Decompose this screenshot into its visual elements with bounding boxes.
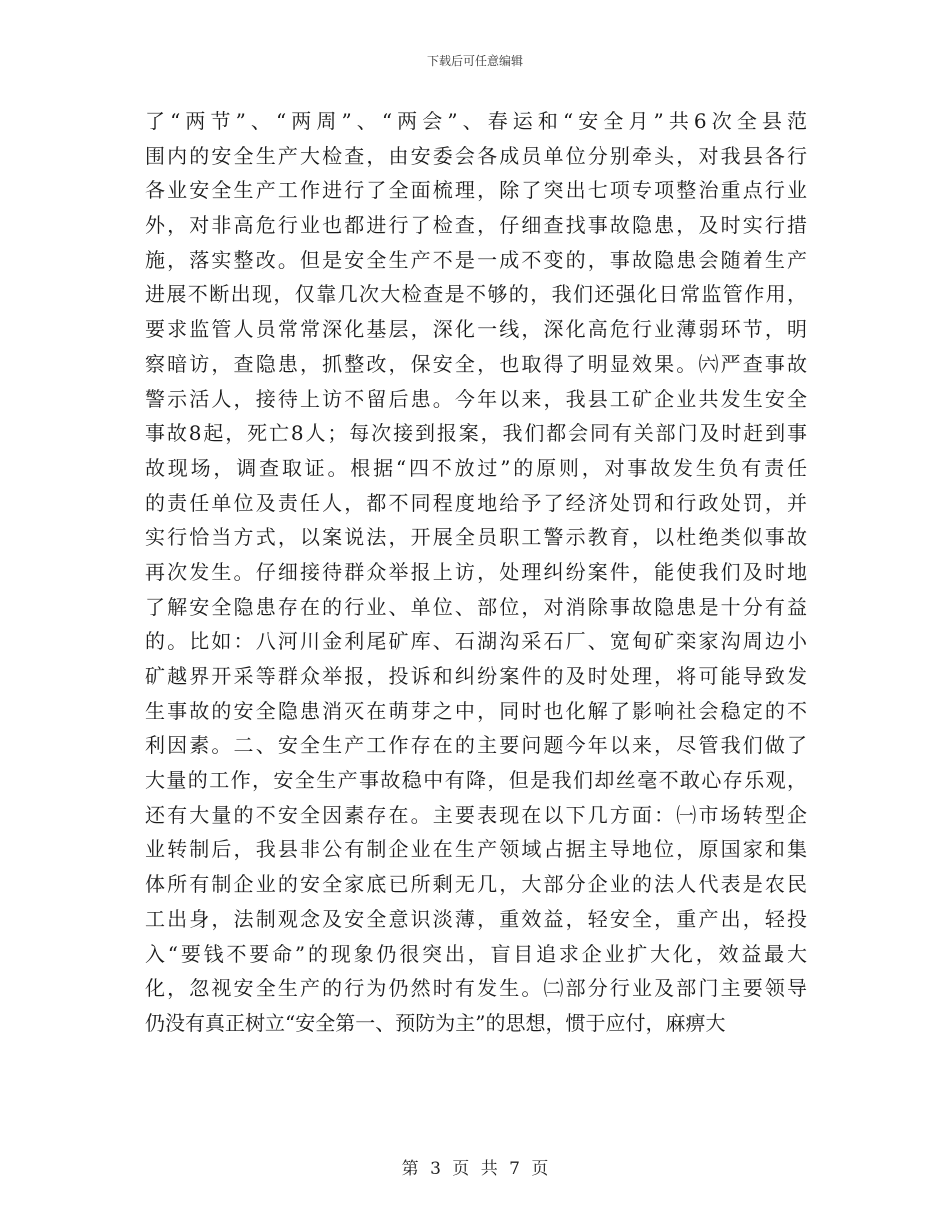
text-line: 化，忽视安全生产的行为仍然时有发生。㈡部分行业及部门主要领导 (145, 976, 807, 1001)
text-line: 各业安全生产工作进行了全面梳理，除了突出七项专项整治重点行业 (145, 178, 807, 203)
text-line: 施，落实整改。但是安全生产不是一成不变的，事故隐患会随着生产 (145, 247, 807, 272)
text-line: 仍没有真正树立“安全第一、预防为主”的思想，惯于应付，麻痹大 (145, 1010, 726, 1035)
document-body (145, 104, 807, 1041)
text-line: 大量的工作，安全生产事故稳中有降，但是我们却丝毫不敢心存乐观， (145, 768, 807, 793)
text-line: 事故8起，死亡8人；每次接到报案，我们都会同有关部门及时赶到事 (145, 421, 807, 446)
text-line: 的。比如：八河川金利尾矿库、石湖沟采石厂、宽甸矿栾家沟周边小 (145, 629, 807, 654)
text-line: 察暗访，查隐患，抓整改，保安全，也取得了明显效果。㈥严查事故 (145, 351, 807, 376)
text-line: 要求监管人员常常深化基层，深化一线，深化高危行业薄弱环节，明 (145, 317, 807, 342)
text-line: 矿越界开采等群众举报，投诉和纠纷案件的及时处理，将可能导致发 (145, 664, 807, 688)
text-line: 进展不断出现，仅靠几次大检查是不够的，我们还强化日常监管作用， (145, 282, 807, 307)
text-line: 了“两节”、“两周”、“两会”、春运和“安全月”共6次全县范 (145, 109, 807, 133)
text-line: 围内的安全生产大检查，由安委会各成员单位分别牵头，对我县各行 (145, 143, 807, 168)
text-line: 外，对非高危行业也都进行了检查，仔细查找事故隐患，及时实行措 (145, 213, 807, 238)
header-note: 下载后可任意编辑 (426, 54, 523, 68)
text-line: 了解安全隐患存在的行业、单位、部位，对消除事故隐患是十分有益 (145, 594, 807, 619)
text-line: 故现场，调查取证。根据“四不放过”的原则，对事故发生负有责任 (145, 455, 807, 480)
text-line: 利因素。二、安全生产工作存在的主要问题今年以来，尽管我们做了 (145, 733, 807, 758)
text-line: 入“要钱不要命”的现象仍很突出，盲目追求企业扩大化，效益最大 (145, 941, 807, 966)
text-line: 业转制后，我县非公有制企业在生产领域占据主导地位，原国家和集 (145, 837, 807, 862)
text-line: 实行恰当方式，以案说法，开展全员职工警示教育，以杜绝类似事故 (145, 525, 807, 550)
text-line: 还有大量的不安全因素存在。主要表现在以下几方面：㈠市场转型企 (145, 802, 807, 827)
text-line: 再次发生。仔细接待群众举报上访，处理纠纷案件，能使我们及时地 (145, 559, 807, 584)
page-number: 第 3 页 共 7 页 (401, 1159, 549, 1179)
text-line: 警示活人，接待上访不留后患。今年以来，我县工矿企业共发生安全 (145, 386, 807, 411)
text-line: 工出身，法制观念及安全意识淡薄，重效益，轻安全，重产出，轻投 (145, 906, 807, 931)
text-line: 的责任单位及责任人，都不同程度地给予了经济处罚和行政处罚，并 (145, 490, 807, 515)
text-line: 体所有制企业的安全家底已所剩无几，大部分企业的法人代表是农民 (145, 872, 807, 897)
text-line: 生事故的安全隐患消灭在萌芽之中，同时也化解了影响社会稳定的不 (145, 698, 807, 723)
